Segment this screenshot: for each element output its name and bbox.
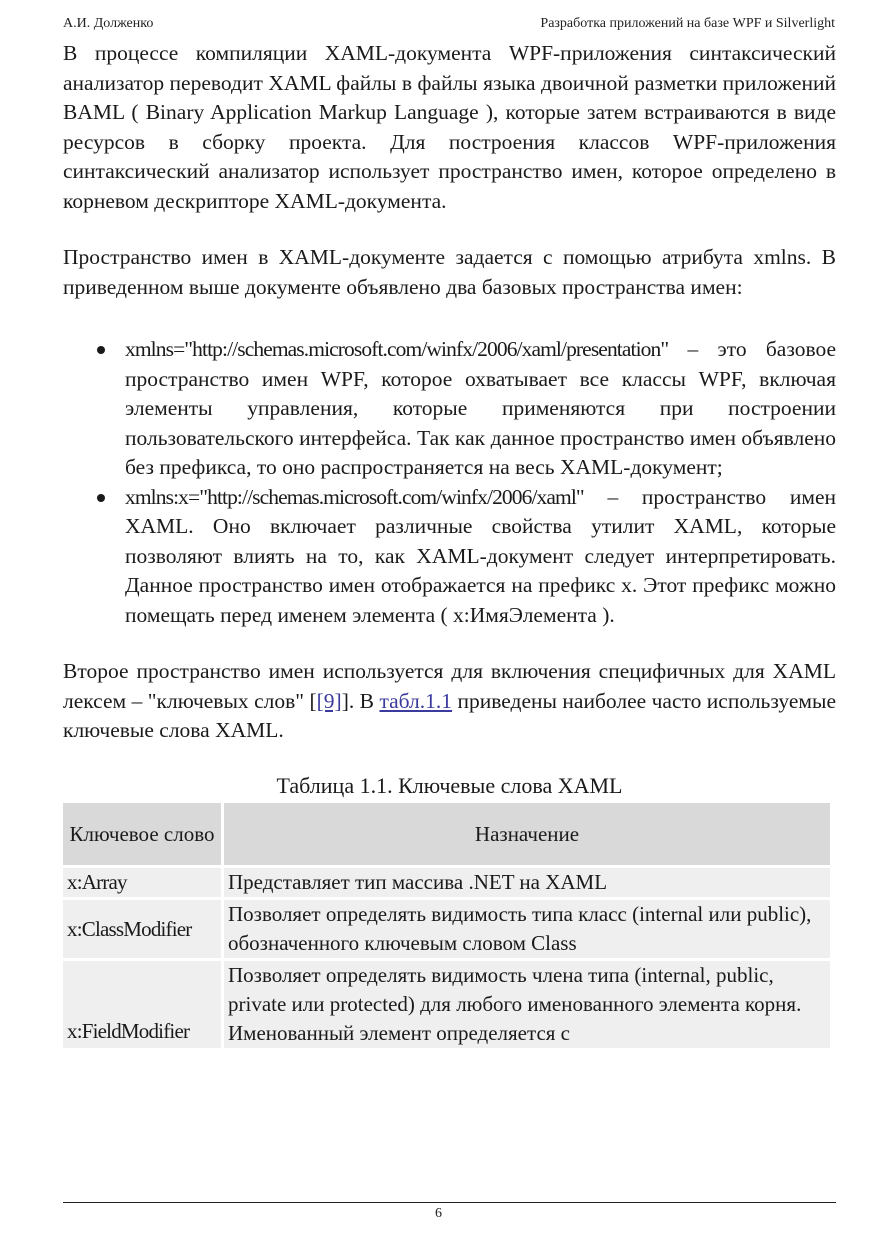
table-link[interactable]: табл.1.1 bbox=[379, 688, 453, 713]
purpose-cell: Позволяет определять видимость члена типа (internal, public, private или protected) для любого именованного элемента корня. Именованный элемент определяется с bbox=[224, 961, 830, 1048]
paragraph-keywords-text: Второе пространство имен используется для включения специфичных для XAML лексем – "ключевых слов" [ bbox=[63, 659, 836, 713]
header-author: А.И. Долженко bbox=[63, 16, 154, 31]
namespace-uri: xmlns="http://schemas.microsoft.com/winfx/2006/xaml/presentation" bbox=[125, 337, 669, 361]
footer-rule bbox=[63, 1202, 836, 1203]
keyword-cell: x:Array bbox=[63, 868, 221, 897]
purpose-cell: Представляет тип массива .NET на XAML bbox=[224, 868, 830, 897]
namespace-uri: xmlns:x="http://schemas.microsoft.com/winfx/2006/xaml" bbox=[125, 484, 584, 509]
header-book-title: Разработка приложений на базе WPF и Silverlight bbox=[540, 16, 835, 31]
table-row bbox=[63, 961, 830, 1048]
reference-link[interactable]: [9] bbox=[316, 688, 342, 713]
keyword-cell: x:ClassModifier bbox=[63, 900, 221, 958]
bullet-icon bbox=[97, 346, 105, 354]
paragraph-keywords-text: приведены наиболее часто используемые ключевые слова XAML. bbox=[63, 688, 836, 742]
table-caption: Таблица 1.1. Ключевые слова XAML bbox=[276, 772, 623, 798]
namespace-list bbox=[63, 335, 836, 630]
keyword-cell: x:FieldModifier bbox=[63, 961, 221, 1048]
purpose-cell: Позволяет определять видимость типа класс (internal или public), обозначенного ключевым словом Class bbox=[224, 900, 830, 958]
page-content bbox=[63, 39, 836, 1072]
paragraph-keywords bbox=[63, 657, 836, 746]
paragraph-keywords-text: ]. В bbox=[341, 688, 380, 713]
list-item bbox=[125, 335, 836, 483]
keywords-table-wrapper bbox=[63, 800, 836, 1072]
column-header-keyword: Ключевое слово bbox=[63, 803, 221, 865]
table-header-row bbox=[63, 803, 830, 865]
page-number: 6 bbox=[435, 1206, 442, 1221]
bullet-icon bbox=[97, 494, 105, 502]
paragraph-xmlns: Пространство имен в XAML-документе задается с помощью атрибута xmlns. В приведенном выше документе объявлено два базовых пространства имен: bbox=[63, 245, 836, 299]
keywords-table bbox=[63, 800, 833, 1051]
list-item bbox=[125, 483, 836, 631]
paragraph-baml: В процессе компиляции XAML-документа WPF-приложения синтаксический анализатор переводит XAML файлы в файлы языка двоичной разметки приложений BAML ( Binary Application Markup Language ), которые затем встраиваются в виде ресурсов в сборку проекта. Для построения классов WPF-приложения синтаксический анализатор использует пространство имен, которое определено в корневом дескрипторе XAML-документа. bbox=[63, 41, 836, 213]
table-row bbox=[63, 900, 830, 958]
namespace-description: – это базовое пространство имен WPF, которое охватывает все классы WPF, включая элементы управления, которые применяются при построении пользовательского интерфейса. Так как данное пространство имен объявлено без префикса, то оно распространяется на весь XAML-документ; bbox=[125, 337, 836, 479]
column-header-purpose: Назначение bbox=[224, 803, 830, 865]
namespace-description: – пространство имен XAML. Оно включает различные свойства утилит XAML, которые позволяют влиять на то, как XAML-документ следует интерпретировать. Данное пространство имен отображается на префикс x. Этот префикс можно помещать перед именем элемента ( x:ИмяЭлемента ). bbox=[125, 484, 836, 627]
table-row bbox=[63, 868, 830, 897]
page-header bbox=[63, 16, 835, 36]
